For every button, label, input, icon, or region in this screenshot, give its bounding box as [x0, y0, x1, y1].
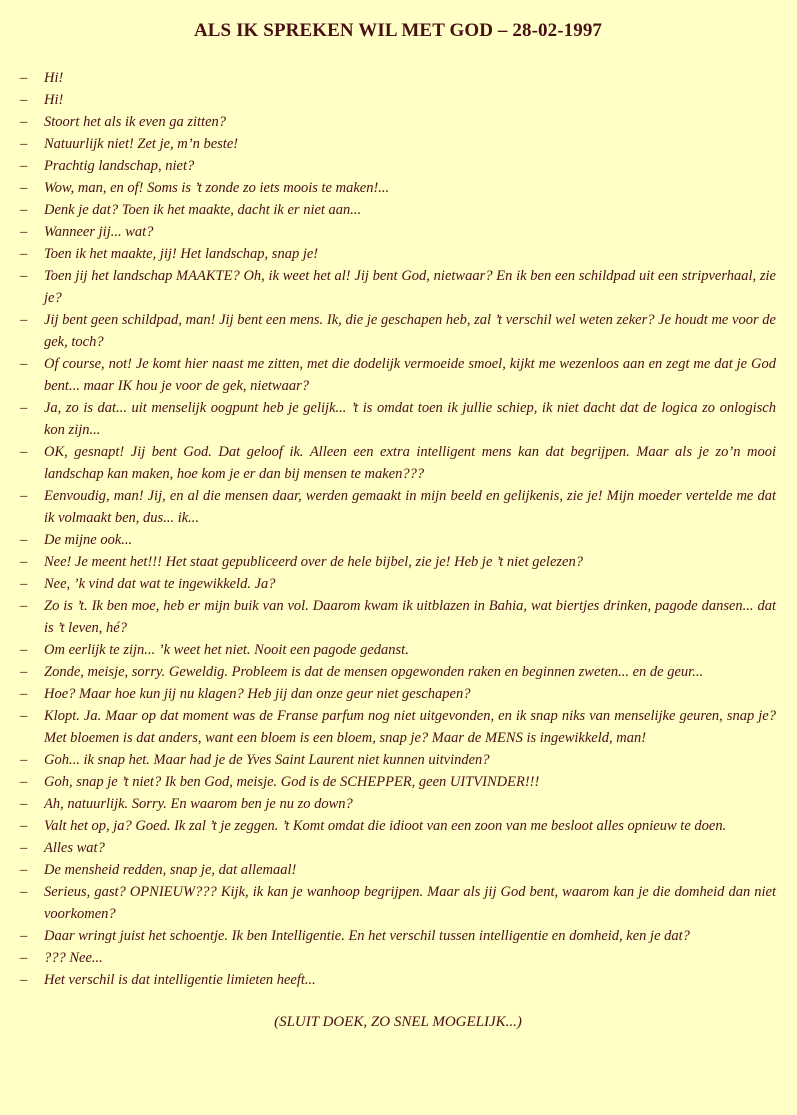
dialogue-line [20, 969, 776, 991]
dialogue-line [20, 485, 776, 529]
dialogue-line [20, 441, 776, 485]
dialogue-line [20, 221, 776, 243]
dialogue-text: Natuurlijk niet! Zet je, m’n beste! [44, 136, 239, 152]
dialogue-line [20, 639, 776, 661]
dialogue-text: Daar wringt juist het schoentje. Ik ben Intelligentie. En het verschil tussen intelligentie en domheid, ken je dat? [44, 928, 690, 944]
dialogue-line [20, 397, 776, 441]
dialogue-text: Zo is ’t. Ik ben moe, heb er mijn buik van vol. Daarom kwam ik uitblazen in Bahia, wat biertjes drinken, pagode dansen... dat is ’t leven, hé? [44, 598, 776, 636]
dialogue-dash: – [20, 312, 28, 328]
dialogue-text: Of course, not! Je komt hier naast me zitten, met die dodelijk vermoeide smoel, kijkt me wezenloos aan en zegt me dat je God bent... maar IK hou je voor de gek, nietwaar? [44, 356, 776, 394]
dialogue-text: Valt het op, ja? Goed. Ik zal ’t je zeggen. ’t Komt omdat die idioot van een zoon van me besloot alles opnieuw te doen. [44, 818, 727, 834]
dialogue-text: Prachtig landschap, niet? [44, 158, 195, 174]
dialogue-line [20, 89, 776, 111]
dialogue-dash: – [20, 356, 28, 372]
closing-line: (SLUIT DOEK, ZO SNEL MOGELIJK...) [274, 1014, 522, 1030]
dialogue-text: Ja, zo is dat... uit menselijk oogpunt heb je gelijk... ’t is omdat toen ik jullie schiep, ik niet dacht dat de logica zo onlogisch kon zijn... [44, 400, 776, 438]
dialogue-text: Denk je dat? Toen ik het maakte, dacht ik er niet aan... [44, 202, 362, 218]
dialogue-text: Stoort het als ik even ga zitten? [44, 114, 227, 130]
dialogue-line [20, 551, 776, 573]
dialogue-text: Serieus, gast? OPNIEUW??? Kijk, ik kan je wanhoop begrijpen. Maar als jij God bent, waarom kan je die domheid dan niet voorkomen? [44, 884, 776, 922]
dialogue-dash: – [20, 114, 28, 130]
dialogue-line [20, 683, 776, 705]
dialogue-dash: – [20, 246, 28, 262]
dialogue-dash: – [20, 664, 28, 680]
dialogue-text: Alles wat? [44, 840, 105, 856]
dialogue-dash: – [20, 884, 28, 900]
dialogue-line [20, 771, 776, 793]
dialogue-dash: – [20, 554, 28, 570]
dialogue-text: De mijne ook... [44, 532, 133, 548]
dialogue-text: Wanneer jij... wat? [44, 224, 154, 240]
dialogue-text: Zonde, meisje, sorry. Geweldig. Probleem is dat de mensen opgewonden raken en beginnen zweten... en de geur... [44, 664, 704, 680]
dialogue-text: Nee, ’k vind dat wat te ingewikkeld. Ja? [44, 576, 276, 592]
dialogue-dash: – [20, 444, 28, 460]
dialogue-text: Nee! Je meent het!!! Het staat gepubliceerd over de hele bijbel, zie je! Heb je ’t niet gelezen? [44, 554, 583, 570]
dialogue-dash: – [20, 862, 28, 878]
dialogue-dash: – [20, 202, 28, 218]
dialogue-line [20, 837, 776, 859]
dialogue-text: Goh, snap je ’t niet? Ik ben God, meisje. God is de SCHEPPER, geen UITVINDER!!! [44, 774, 540, 790]
dialogue-line [20, 595, 776, 639]
dialogue-text: De mensheid redden, snap je, dat allemaal! [44, 862, 297, 878]
dialogue-dash: – [20, 70, 28, 86]
dialogue-dash: – [20, 136, 28, 152]
dialogue-text: Om eerlijk te zijn... ’k weet het niet. Nooit een pagode gedanst. [44, 642, 409, 658]
dialogue-dash: – [20, 158, 28, 174]
dialogue-line [20, 749, 776, 771]
dialogue-text: Hoe? Maar hoe kun jij nu klagen? Heb jij dan onze geur niet geschapen? [44, 686, 471, 702]
dialogue-dash: – [20, 576, 28, 592]
dialogue-dash: – [20, 488, 28, 504]
dialogue-dash: – [20, 972, 28, 988]
dialogue-dash: – [20, 180, 28, 196]
dialogue-text: Goh... ik snap het. Maar had je de Yves Saint Laurent niet kunnen uitvinden? [44, 752, 490, 768]
dialogue-text: ??? Nee... [44, 950, 103, 966]
dialogue-dash: – [20, 400, 28, 416]
dialogue-line [20, 705, 776, 749]
dialogue-dash: – [20, 796, 28, 812]
dialogue-line [20, 265, 776, 309]
dialogue-line [20, 925, 776, 947]
dialogue-line [20, 529, 776, 551]
dialogue-line [20, 155, 776, 177]
dialogue-text: Toen jij het landschap MAAKTE? Oh, ik weet het al! Jij bent God, nietwaar? En ik ben een schildpad uit een stripverhaal, zie je? [44, 268, 776, 306]
dialogue-dash: – [20, 268, 28, 284]
dialogue-line [20, 573, 776, 595]
dialogue-text: OK, gesnapt! Jij bent God. Dat geloof ik. Alleen een extra intelligent mens kan dat begrijpen. Maar als je zo’n mooi landschap kan maken, hoe kom je er dan bij mensen te maken??? [44, 444, 776, 482]
dialogue-text: Het verschil is dat intelligentie limieten heeft... [44, 972, 316, 988]
dialogue-text: Hi! [44, 92, 64, 108]
dialogue-dash: – [20, 598, 28, 614]
dialogue-line [20, 199, 776, 221]
dialogue-dash: – [20, 686, 28, 702]
dialogue-dash: – [20, 224, 28, 240]
dialogue-dash: – [20, 92, 28, 108]
dialogue-dash: – [20, 818, 28, 834]
dialogue-text: Wow, man, en of! Soms is ’t zonde zo iets moois te maken!... [44, 180, 390, 196]
dialogue-line [20, 67, 776, 89]
dialogue-text: Hi! [44, 70, 64, 86]
dialogue-line [20, 111, 776, 133]
dialogue-line [20, 177, 776, 199]
dialogue-line [20, 881, 776, 925]
dialogue-dash: – [20, 708, 28, 724]
dialogue-line [20, 947, 776, 969]
page-title: ALS IK SPREKEN WIL MET GOD – 28-02-1997 [193, 20, 603, 41]
dialogue-dash: – [20, 840, 28, 856]
dialogue-line [20, 309, 776, 353]
dialogue-line [20, 133, 776, 155]
dialogue-line [20, 243, 776, 265]
dialogue-text: Toen ik het maakte, jij! Het landschap, snap je! [44, 246, 319, 262]
dialogue-dash: – [20, 950, 28, 966]
dialogue-dash: – [20, 928, 28, 944]
dialogue-list [20, 67, 776, 991]
dialogue-dash: – [20, 642, 28, 658]
dialogue-line [20, 353, 776, 397]
dialogue-dash: – [20, 532, 28, 548]
dialogue-text: Eenvoudig, man! Jij, en al die mensen daar, werden gemaakt in mijn beeld en gelijkenis, zie je! Mijn moeder vertelde me dat ik volmaakt ben, dus... ik... [44, 488, 776, 526]
dialogue-line [20, 661, 776, 683]
dialogue-text: Ah, natuurlijk. Sorry. En waarom ben je nu zo down? [44, 796, 353, 812]
dialogue-dash: – [20, 752, 28, 768]
dialogue-line [20, 815, 776, 837]
dialogue-text: Klopt. Ja. Maar op dat moment was de Franse parfum nog niet uitgevonden, en ik snap niks van menselijke geuren, snap je? Met bloemen is dat anders, want een bloem is een bloem, snap je? Maar de MENS is ingewikkeld, man! [44, 708, 776, 746]
dialogue-line [20, 793, 776, 815]
dialogue-line [20, 859, 776, 881]
dialogue-text: Jij bent geen schildpad, man! Jij bent een mens. Ik, die je geschapen heb, zal ’t verschil wel weten zeker? Je houdt me voor de gek, toch? [44, 312, 776, 350]
dialogue-dash: – [20, 774, 28, 790]
